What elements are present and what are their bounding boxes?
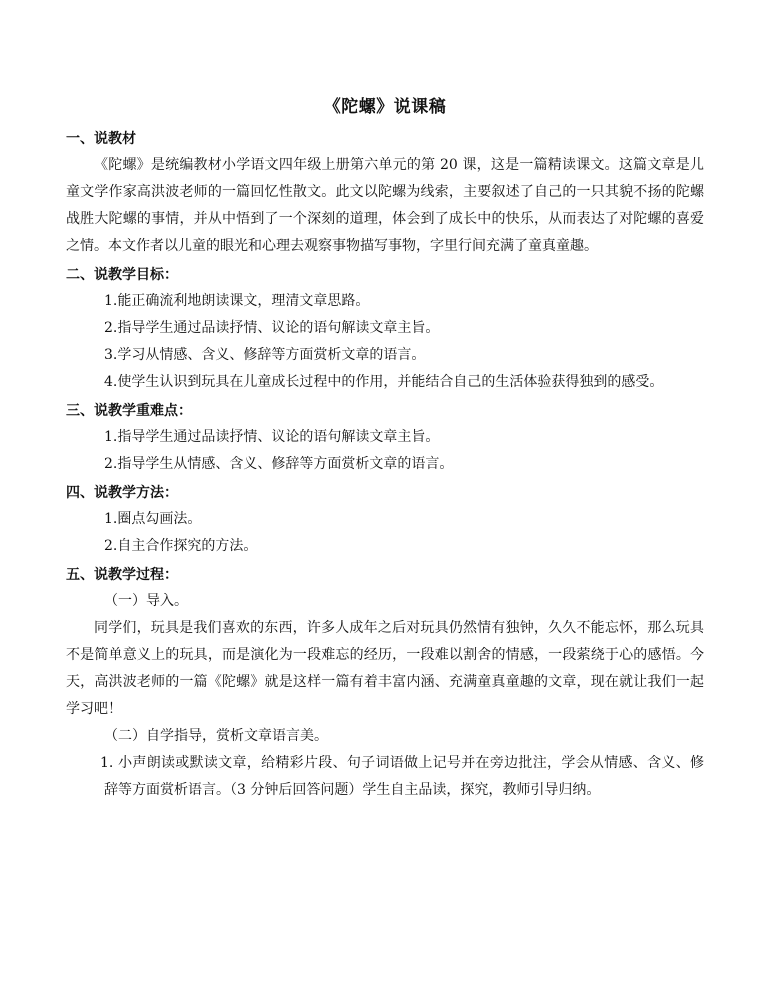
textbook-paragraph: 《陀螺》是统编教材小学语文四年级上册第六单元的第 20 课，这是一篇精读课文。这篇文章是儿童文学作家高洪波老师的一篇回忆性散文。此文以陀螺为线索，主要叙述了自己的一只其貌不扬的陀螺战胜大陀螺的事情，并从中悟到了一个深刻的道理，体会到了成长中的快乐，从而表达了对陀螺的喜爱之情。本文作者以儿童的眼光和心理去观察事物描写事物，字里行间充满了童真童趣。 xyxy=(66,157,704,254)
objective-item-3: 3.学习从情感、含义、修辞等方面赏析文章的语言。 xyxy=(104,347,426,363)
section-heading-objectives: 二、说教学目标： xyxy=(66,267,178,283)
self-study-step-1: 1. 小声朗读或默读文章，给精彩片段、句子词语做上记号并在旁边批注，学会从情感、含义、修辞等方面赏析语言。（3 分钟后回答问题）学生自主品读，探究，教师引导归纳。 xyxy=(100,755,704,798)
objective-item-2: 2.指导学生通过品读抒情、议论的语句解读文章主旨。 xyxy=(104,320,440,336)
page-title: 《陀螺》说课稿 xyxy=(323,97,447,117)
document-body xyxy=(66,126,704,804)
objective-item-1: 1.能正确流利地朗读课文，理清文章思路。 xyxy=(104,293,370,309)
key-point-item-1: 1.指导学生通过品读抒情、议论的语句解读文章主旨。 xyxy=(104,429,440,445)
section-heading-methods: 四、说教学方法： xyxy=(66,485,178,501)
intro-paragraph: 同学们，玩具是我们喜欢的东西，许多人成年之后对玩具仍然情有独钟，久久不能忘怀，那么玩具不是简单意义上的玩具，而是演化为一段难忘的经历，一段难以割舍的情感，一段萦绕于心的感悟。今天，高洪波老师的一篇《陀螺》就是这样一篇有着丰富内涵、充满童真童趣的文章，现在就让我们一起学习吧！ xyxy=(66,620,704,717)
process-subheading-intro: （一）导入。 xyxy=(104,593,188,609)
section-heading-textbook: 一、说教材 xyxy=(66,131,136,147)
method-item-1: 1.圈点勾画法。 xyxy=(104,511,202,527)
process-subheading-self-study: （二）自学指导，赏析文章语言美。 xyxy=(104,728,328,744)
key-point-item-2: 2.指导学生从情感、含义、修辞等方面赏析文章的语言。 xyxy=(104,456,454,472)
method-item-2: 2.自主合作探究的方法。 xyxy=(104,538,258,554)
section-heading-key-points: 三、说教学重难点： xyxy=(66,403,192,419)
objective-item-4: 4.使学生认识到玩具在儿童成长过程中的作用，并能结合自己的生活体验获得独到的感受。 xyxy=(104,374,664,390)
section-heading-process: 五、说教学过程： xyxy=(66,567,178,583)
